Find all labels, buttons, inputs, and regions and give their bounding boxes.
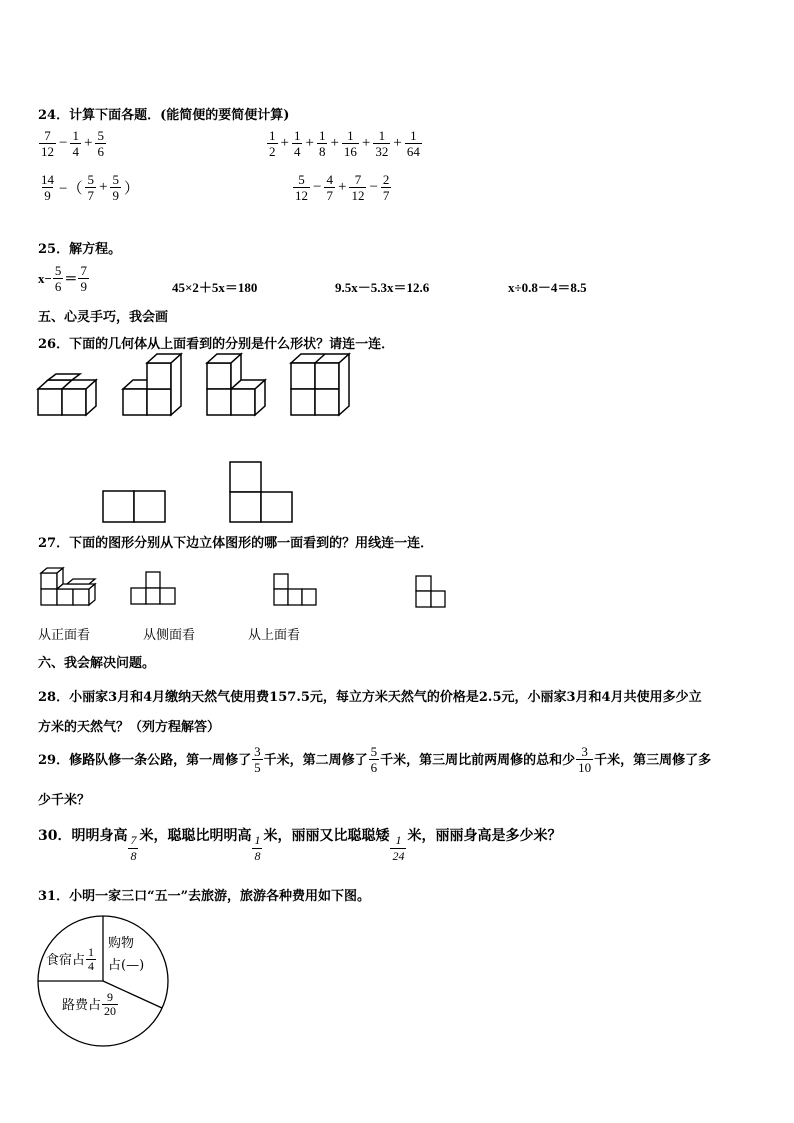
q27-label-side: 从侧面看 (143, 628, 196, 643)
q24-title: 24．计算下面各题．(能简便的要简便计算) (38, 108, 290, 123)
pie-slice-shopping-label-1: 购物 (108, 936, 135, 951)
q27-label-top: 从上面看 (248, 628, 301, 643)
q27-title: 27．下面的图形分别从下边立体图形的哪一面看到的？用线连一连． (38, 536, 434, 551)
q29-line-1: 29．修路队修一条公路，第一周修了 $\frac{3}{5}$ 千米，第二周修了 $\frac{5}{6}$ 千米，第三周比前两周修的总和少 $\frac{3}{10}$ 千米，第三周修了多 (38, 744, 712, 775)
pie-slice-food-label: 食宿占 $\frac{1}{4}$ (46, 945, 95, 973)
q26-title: 26．下面的几何体从上面看到的分别是什么形状？请连一连． (38, 337, 395, 352)
q24-expr-3: $\frac{1}{2}$ + $\frac{1}{4}$ + $\frac{1}{8}$ + $\frac{1}{16}$ + $\frac{1}{32}$ + $\frac{1}{64}$ (269, 128, 420, 159)
section-5-heading: 五、心灵手巧，我会画 (38, 310, 169, 325)
q28-line-1: 28．小丽家3月和4月缴纳天然气使用费157.5元，每立方米天然气的价格是2.5元，小丽家3月和4月共使用多少立 (38, 690, 702, 705)
pie-slice-shopping-label-2: 占(—) (108, 958, 145, 973)
q25-equation-4: x÷0.8－4＝8.5 (508, 280, 587, 295)
q25-equation-2: 45×2＋5x＝180 (172, 280, 258, 295)
pie-slice-travel-label: 路费占 $\frac{9}{20}$ (62, 990, 117, 1018)
q29-line-2: 少千米？ (38, 793, 91, 808)
q31-title: 31．小明一家三口“五一”去旅游，旅游各种费用如下图。 (38, 889, 371, 904)
q24-expr-1: $\frac{7}{12}$ − $\frac{1}{4}$ + $\frac{5}{6}$ (41, 128, 104, 159)
q30-line: 30．明明身高 $\frac{7}{8}$ 米，聪聪比明明高 $\frac{1}{8}$ 米，丽丽又比聪聪矮 $\frac{1}{24}$ 米，丽丽身高是多少米？ (38, 828, 562, 863)
q25-equation-1: x− $\frac{5}{6}$ ＝ $\frac{7}{9}$ (38, 263, 87, 294)
q27-label-front: 从正面看 (38, 628, 91, 643)
q24-expr-2: $\frac{14}{9}$ −（ $\frac{5}{7}$ + $\frac{5}{9}$ ） (41, 172, 139, 203)
q25-title: 25．解方程。 (38, 242, 122, 257)
q24-expr-4: $\frac{5}{12}$ − $\frac{4}{7}$ + $\frac{7}{12}$ − $\frac{2}{7}$ (295, 172, 390, 203)
section-6-heading: 六、我会解决问题。 (38, 656, 156, 671)
q28-line-2: 方米的天然气？（列方程解答） (38, 720, 221, 735)
q25-equation-3: 9.5x－5.3x＝12.6 (335, 280, 430, 295)
